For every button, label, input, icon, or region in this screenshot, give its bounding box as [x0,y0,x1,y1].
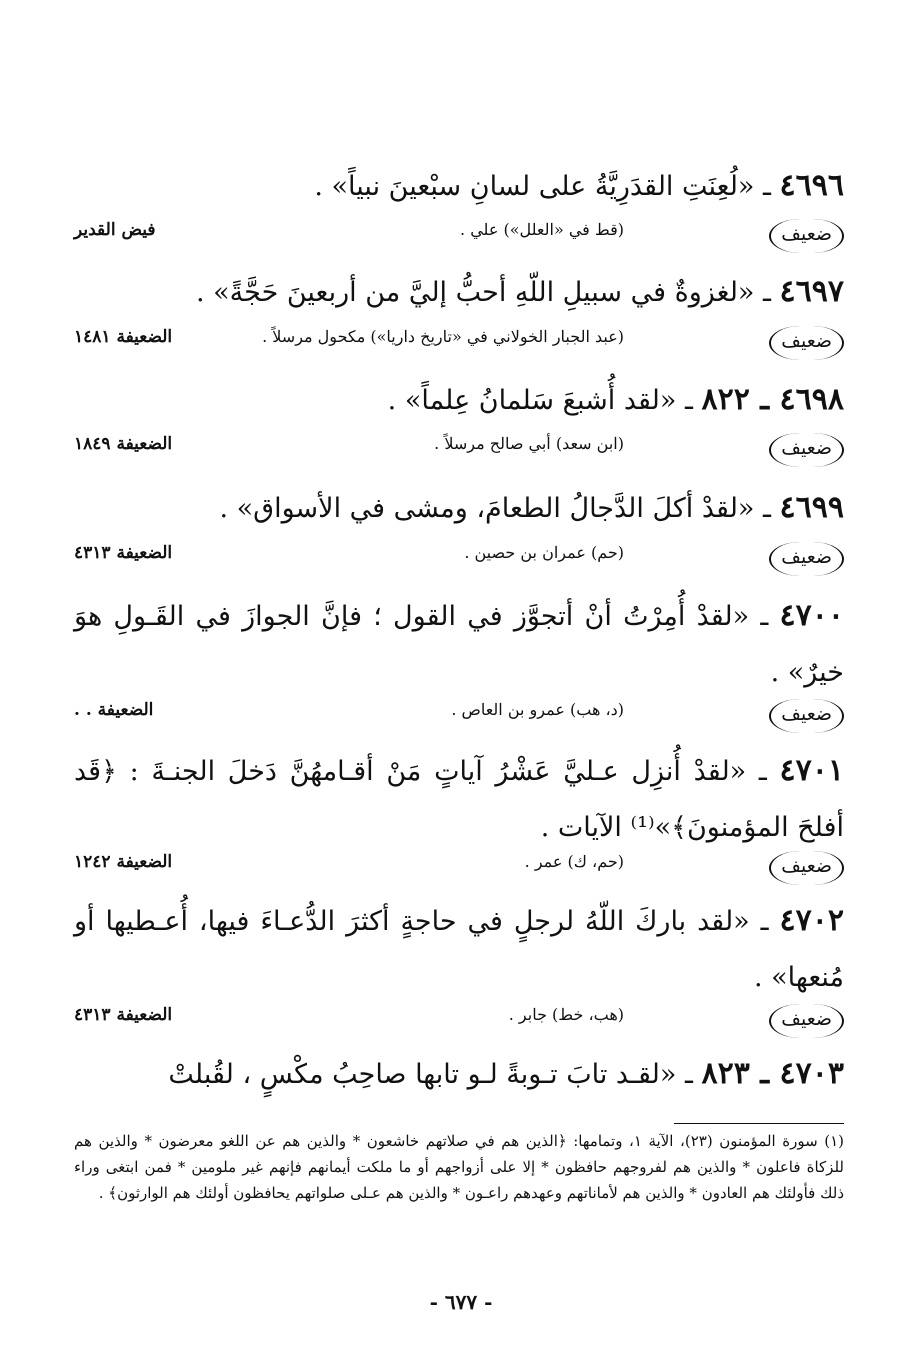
source-line [74,322,844,368]
hadith-entry: ٤٦٩٧ ـ «لغزوةٌ في سبيلِ اللّهِ أحبُّ إليَّ من أربعينَ حَجَّةً» . [196,274,844,309]
hadith-text: «لغزوةٌ في سبيلِ اللّهِ أحبُّ إليَّ من أربعينَ حَجَّةً» . [196,277,755,308]
book-reference: الضعيفة ٤٣١٣ [74,1005,173,1025]
hadith-text: «لقدْ أُمِرْتُ أنْ أتجوَّز في القول ؛ فإنَّ الجوازَ في القَـولِ هوَ خيرٌ» . [74,601,844,688]
hadith-number: ٤٧٠٣ ـ ٨٢٣ [701,1056,844,1091]
source-reference: (د، هب) عمرو بن العاص . [451,700,624,719]
source-line [74,847,844,893]
hadith-number: ٤٧٠٢ [779,903,844,938]
grade-label: ضعيف [769,851,844,885]
source-reference: (هب، خط) جابر . [508,1005,624,1024]
hadith-number: ٤٦٩٩ [779,490,844,525]
hadith-entry: ٤٧٠١ ـ «لقدْ أُنزِل عـليَّ عَشْرُ آياتٍ مَنْ أقـامهُنَّ دَخلَ الجنـةَ : ﴿قَد أفلحَ المؤمنونَ﴾»⁽¹⁾ الآيات . [74,753,844,843]
hadith-entry: ٤٦٩٦ ـ «لُعِنَتِ القدَرِيَّةُ على لسانِ سبْعينَ نبياً» . [314,168,844,203]
book-reference: الضعيفة ١٨٤٩ [74,434,173,454]
hadith-entry: ٤٧٠٣ ـ ٨٢٣ ـ «لقـد تابَ تـوبةً لـو تابها صاحِبُ مكْسٍ ، لقُبلتْ [168,1056,844,1091]
source-reference: (حم) عمران بن حصين . [464,543,624,562]
hadith-number: ٤٦٩٨ ـ ٨٢٢ [701,382,844,417]
hadith-text: «لقد باركَ اللّهُ لرجلٍ في حاجةٍ أكثرَ الدُّعـاءَ فيها، أُعـطيها أو مُنعها» . [74,906,844,993]
hadith-text: «لقـد تابَ تـوبةً لـو تابها صاحِبُ مكْسٍ ، لقُبلتْ [168,1059,677,1090]
hadith-entry: ٤٧٠٠ ـ «لقدْ أُمِرْتُ أنْ أتجوَّز في القول ؛ فإنَّ الجوازَ في القَـولِ هوَ خيرٌ» . [74,598,844,688]
grade-label: ضعيف [769,433,844,467]
hadith-text: «لُعِنَتِ القدَرِيَّةُ على لسانِ سبْعينَ نبياً» . [314,171,755,202]
source-reference: (حم، ك) عمر . [524,852,624,871]
hadith-text: «لقدْ أُنزِل عـليَّ عَشْرُ آياتٍ مَنْ أقـامهُنَّ دَخلَ الجنـةَ : ﴿قَد أفلحَ المؤمنونَ﴾»⁽¹⁾ الآيات . [74,756,844,843]
footnote-divider [674,1123,844,1124]
book-reference: فيض القدير [74,220,156,240]
hadith-entry: ٤٦٩٩ ـ «لقدْ أكلَ الدَّجالُ الطعامَ، ومشى في الأسواق» . [219,490,844,525]
source-reference: (قط في «العلل») علي . [460,220,624,239]
source-line [74,695,844,741]
source-line [74,1000,844,1046]
source-reference: (ابن سعد) أبي صالح مرسلاً . [434,434,624,453]
hadith-number: ٤٦٩٧ [779,274,844,309]
hadith-text: «لقد أُشبعَ سَلمانُ عِلماً» . [387,385,677,416]
hadith-text: «لقدْ أكلَ الدَّجالُ الطعامَ، ومشى في الأسواق» . [219,493,755,524]
hadith-entry: ٤٧٠٢ ـ «لقد باركَ اللّهُ لرجلٍ في حاجةٍ أكثرَ الدُّعـاءَ فيها، أُعـطيها أو مُنعها» . [74,903,844,993]
page-number: - ٦٧٧ - [429,1290,493,1314]
source-line [74,429,844,475]
grade-label: ضعيف [769,699,844,733]
hadith-number: ٤٧٠١ [779,753,844,788]
hadith-entry: ٤٦٩٨ ـ ٨٢٢ ـ «لقد أُشبعَ سَلمانُ عِلماً» . [387,382,844,417]
source-line [74,538,844,584]
book-reference: الضعيفة . . [74,700,154,720]
grade-label: ضعيف [769,326,844,360]
footnote: (١) سورة المؤمنون (٢٣)، الآية ١، وتمامها: ﴿الذين هم في صلاتهم خاشعون * والذين هم عن اللغو معرضون * والذين هم للزكاة فاعلون * والذين هم لفروجهم حافظون * إلا على أزواجهم أو ما ملكت أيمانهم فإنهم غير ملومين * فمن ابتغى وراء ذلك فأولئك هم العادون * والذين هم لأماناتهم وعهدهم راعـون * والذين هم عـلى صلواتهم يحافظون أولئك هم الوارثون﴾ . [74,1132,844,1202]
book-reference: الضعيفة ١٢٤٢ [74,852,173,872]
book-reference: الضعيفة ٤٣١٣ [74,543,173,563]
grade-label: ضعيف [769,542,844,576]
hadith-number: ٤٦٩٦ [779,168,844,203]
source-line [74,215,844,261]
grade-label: ضعيف [769,1004,844,1038]
source-reference: (عبد الجبار الخولاني في «تاريخ داريا») مكحول مرسلاً . [262,327,624,346]
grade-label: ضعيف [769,219,844,253]
book-reference: الضعيفة ١٤٨١ [74,327,173,347]
hadith-number: ٤٧٠٠ [779,598,844,633]
